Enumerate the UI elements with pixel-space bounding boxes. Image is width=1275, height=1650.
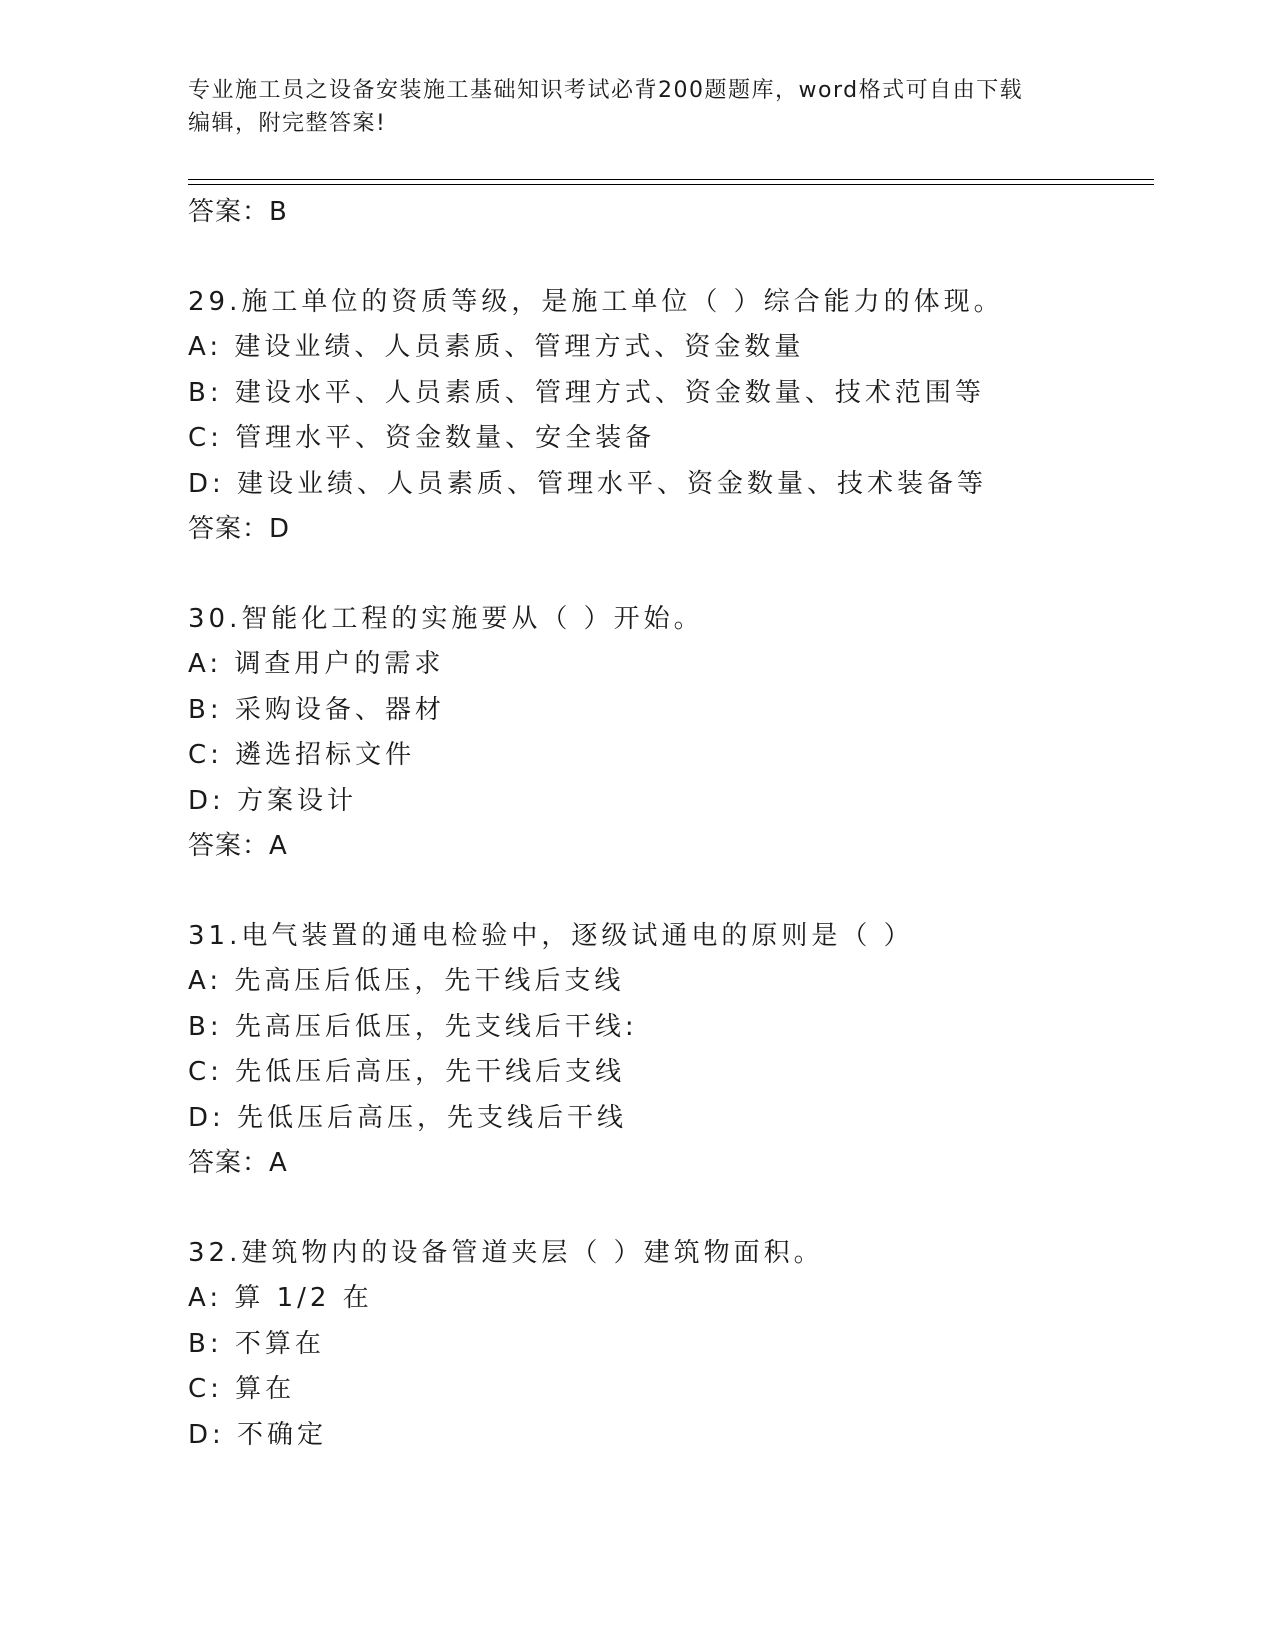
previous-answer: 答案：B bbox=[188, 197, 288, 227]
option-a: A: 算 1/2 在 bbox=[188, 1283, 373, 1313]
header-title-line-2: 编辑，附完整答案! bbox=[188, 111, 387, 136]
question-31 bbox=[188, 914, 1148, 1187]
question-stem: 29.施工单位的资质等级，是施工单位（ ）综合能力的体现。 bbox=[188, 286, 1004, 317]
option-b: B: 先高压后低压，先支线后干线: bbox=[188, 1011, 638, 1042]
option-d: D: 建设业绩、人员素质、管理水平、资金数量、技术装备等 bbox=[188, 468, 988, 499]
question-list bbox=[188, 190, 1148, 1458]
question-stem: 31.电气装置的通电检验中，逐级试通电的原则是（ ） bbox=[188, 920, 914, 951]
question-30 bbox=[188, 597, 1148, 870]
spacer bbox=[188, 553, 1148, 597]
option-b: B: 采购设备、器材 bbox=[188, 694, 445, 725]
question-stem: 32.建筑物内的设备管道夹层（ ）建筑物面积。 bbox=[188, 1237, 824, 1268]
option-b: B: 不算在 bbox=[188, 1328, 325, 1359]
question-29 bbox=[188, 280, 1148, 553]
answer: 答案：A bbox=[188, 831, 288, 861]
option-b: B: 建设水平、人员素质、管理方式、资金数量、技术范围等 bbox=[188, 377, 985, 408]
spacer bbox=[188, 1187, 1148, 1231]
option-c: C: 先低压后高压，先干线后支线 bbox=[188, 1057, 626, 1087]
header-title-line-1: 专业施工员之设备安装施工基础知识考试必背200题题库，word格式可自由下载 bbox=[188, 78, 1024, 103]
document-header bbox=[188, 74, 1088, 140]
option-c: C: 遴选招标文件 bbox=[188, 740, 416, 770]
option-a: A: 先高压后低压，先干线后支线 bbox=[188, 966, 625, 996]
spacer bbox=[188, 236, 1148, 280]
question-32 bbox=[188, 1231, 1148, 1459]
header-divider-top bbox=[188, 179, 1154, 180]
option-d: D: 方案设计 bbox=[188, 785, 358, 816]
header-divider-bottom bbox=[188, 184, 1154, 185]
option-d: D: 先低压后高压，先支线后干线 bbox=[188, 1102, 628, 1133]
option-d: D: 不确定 bbox=[188, 1419, 328, 1450]
answer: 答案：D bbox=[188, 514, 291, 544]
spacer bbox=[188, 870, 1148, 914]
question-stem: 30.智能化工程的实施要从（ ）开始。 bbox=[188, 603, 704, 634]
option-c: C: 管理水平、资金数量、安全装备 bbox=[188, 423, 656, 453]
answer: 答案：A bbox=[188, 1148, 288, 1178]
option-a: A: 建设业绩、人员素质、管理方式、资金数量 bbox=[188, 332, 805, 362]
option-c: C: 算在 bbox=[188, 1374, 296, 1404]
option-a: A: 调查用户的需求 bbox=[188, 649, 445, 679]
